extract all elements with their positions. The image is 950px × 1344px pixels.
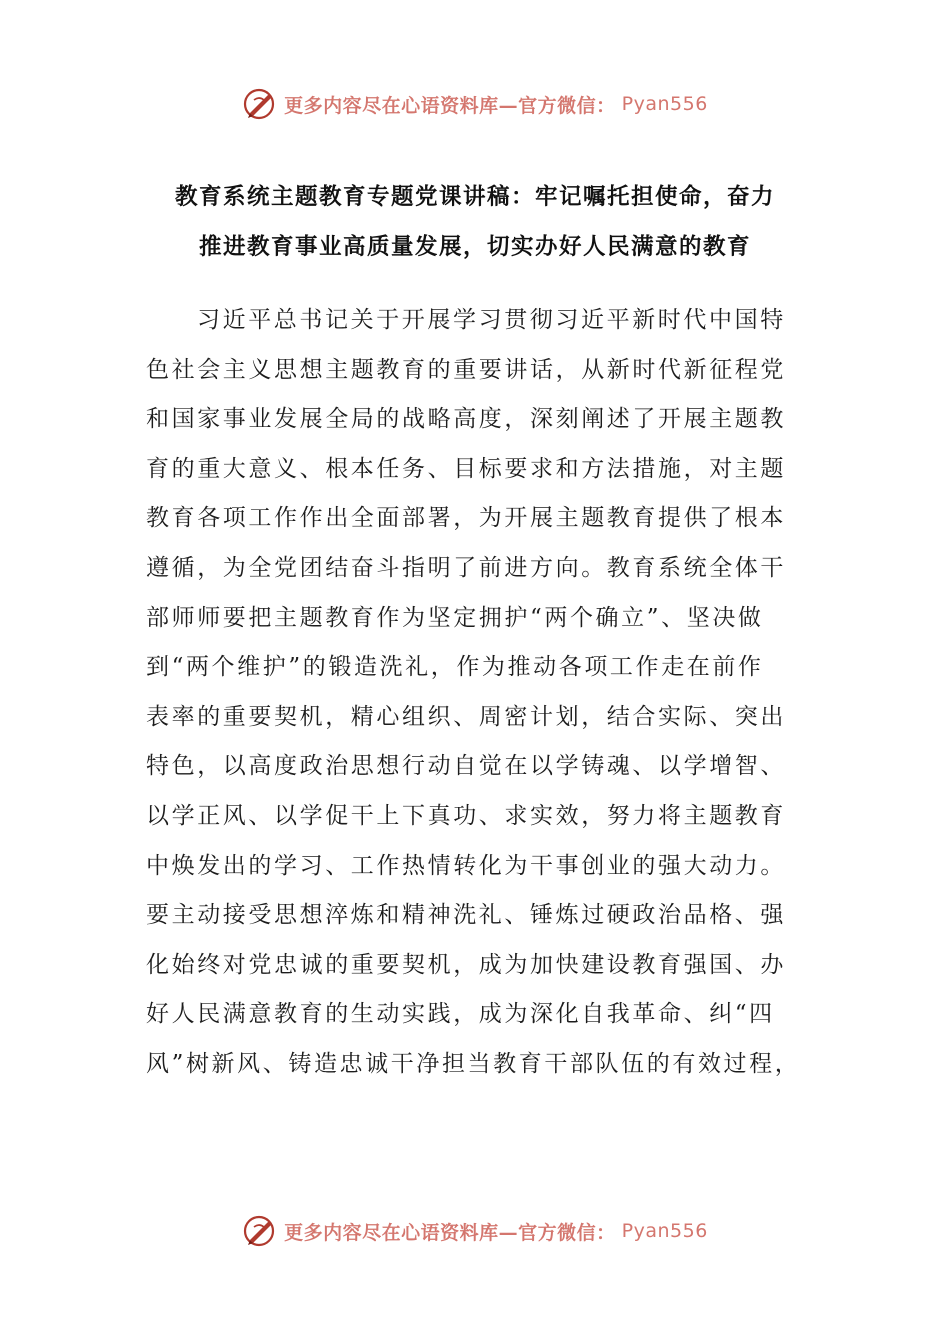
body-line: 到“两个维护”的锻造洗礼，作为推动各项工作走在前作 — [146, 654, 764, 681]
title-line: 教育系统主题教育专题党课讲稿：牢记嘱托担使命，奋力 — [174, 184, 775, 210]
footer-watermark — [0, 1211, 950, 1251]
watermark-text: 更多内容尽在心语资料库—官方微信： — [284, 1221, 616, 1244]
body-line: 化始终对党忠诚的重要契机，成为加快建设教育强国、办 — [146, 951, 786, 978]
body-line: 遵循，为全党团结奋斗指明了前进方向。教育系统全体干 — [146, 554, 786, 581]
body-line: 习近平总书记关于开展学习贯彻习近平新时代中国特 — [197, 307, 786, 333]
body-line: 以学正风、以学促干上下真功、求实效，努力将主题教育 — [146, 802, 786, 829]
body-line: 要主动接受思想淬炼和精神洗礼、锤炼过硬政治品格、强 — [146, 902, 786, 929]
watermark-wechat-id: Pyan556 — [621, 93, 708, 115]
pen-logo-icon — [242, 1213, 278, 1249]
watermark-text: 更多内容尽在心语资料库—官方微信： — [284, 94, 616, 117]
body-line: 中焕发出的学习、工作热情转化为干事创业的强大动力。 — [146, 852, 786, 879]
body-line: 好人民满意教育的生动实践，成为深化自我革命、纠“四 — [146, 1001, 775, 1028]
title-line: 推进教育事业高质量发展，切实办好人民满意的教育 — [198, 234, 751, 260]
body-line: 育的重大意义、根本任务、目标要求和方法措施，对主题 — [146, 455, 786, 482]
pen-logo-icon — [242, 86, 278, 122]
body-line: 教育各项工作作出全面部署，为开展主题教育提供了根本 — [146, 505, 786, 532]
document-body — [146, 296, 806, 1090]
body-line: 部师师要把主题教育作为坚定拥护“两个确立”、坚决做 — [146, 604, 764, 631]
body-line: 表率的重要契机，精心组织、周密计划，结合实际、突出 — [146, 703, 786, 730]
body-line: 风”树新风、铸造忠诚干净担当教育干部队伍的有效过程， — [146, 1050, 801, 1077]
body-line: 特色，以高度政治思想行动自觉在以学铸魂、以学增智、 — [146, 753, 786, 780]
body-line: 和国家事业发展全局的战略高度，深刻阐述了开展主题教 — [146, 406, 786, 433]
body-line: 色社会主义思想主题教育的重要讲话，从新时代新征程党 — [146, 356, 786, 383]
header-watermark — [0, 84, 950, 124]
watermark-wechat-id: Pyan556 — [621, 1220, 708, 1242]
document-title — [140, 172, 810, 272]
